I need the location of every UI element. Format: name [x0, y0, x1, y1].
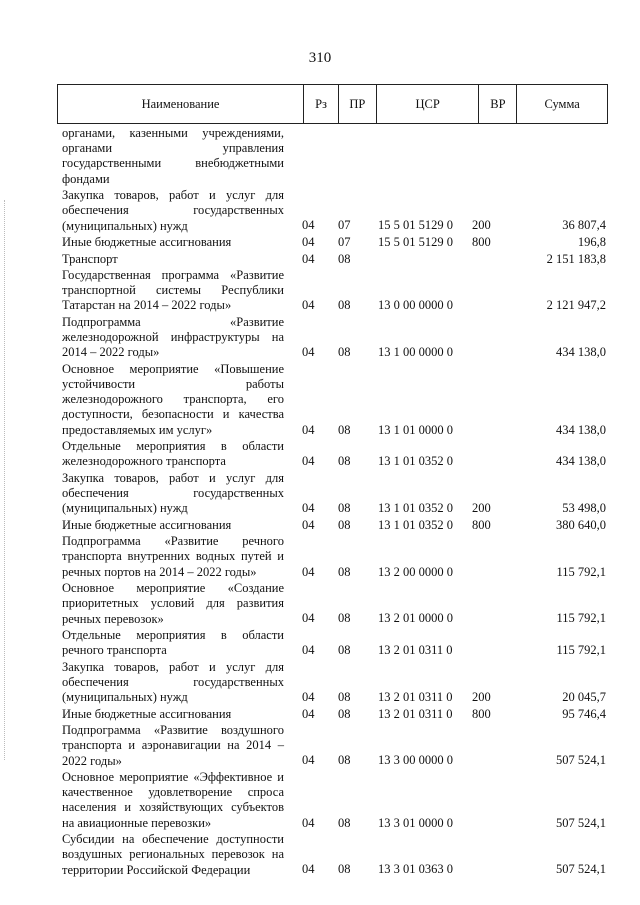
row-name-line: обеспечения государственных: [62, 674, 284, 689]
row-name-line: транспорта внутренних водных путей и: [62, 549, 284, 564]
row-name-line: фондами: [62, 171, 110, 186]
row-pr: 08: [338, 611, 351, 626]
row-name: [62, 660, 284, 706]
row-pr: 08: [338, 345, 351, 360]
row-name-line: железнодорожного транспорта, его: [62, 392, 284, 407]
row-name-line: Транспорт: [62, 251, 118, 266]
row-sum: 434 138,0: [556, 422, 606, 437]
row-rz: 04: [302, 862, 315, 877]
row-name-line: Иные бюджетные ассигнования: [62, 235, 232, 249]
row-rz: 04: [302, 706, 315, 721]
row-name-line: доступности, безопасности и качества: [62, 407, 284, 422]
row-rz: 04: [302, 643, 315, 658]
row-name: [62, 832, 284, 878]
row-csr: 13 2 01 0311 0: [378, 706, 453, 721]
row-vr: 800: [472, 706, 491, 721]
row-name-line: железнодорожного транспорта: [62, 454, 226, 469]
row-name-line: Отдельные мероприятия в области: [62, 439, 284, 454]
row-rz: 04: [302, 501, 315, 516]
row-sum: 434 138,0: [556, 345, 606, 360]
row-name-line: Отдельные мероприятия в области: [62, 628, 284, 642]
row-name-line: Подпрограмма «Развитие воздушного: [62, 723, 284, 738]
header-csr: ЦСР: [377, 85, 480, 123]
row-vr: 800: [472, 517, 491, 532]
row-name: [62, 188, 284, 234]
row-name: [62, 315, 284, 361]
row-name: [62, 723, 284, 769]
row-name-line: предоставляемых им услуг»: [62, 422, 213, 437]
row-name-line: устойчивости работы: [62, 377, 284, 391]
row-name-line: качественное удовлетворение спроса: [62, 785, 284, 800]
row-name-line: (муниципальных) нужд: [62, 690, 188, 705]
row-csr: 13 1 01 0352 0: [378, 501, 453, 516]
row-name: [62, 707, 284, 722]
row-name-line: государственными внебюджетными: [62, 156, 284, 171]
header-vr: ВР: [479, 85, 517, 123]
row-sum: 507 524,1: [556, 815, 606, 830]
row-pr: 08: [338, 706, 351, 721]
row-name-line: воздушных региональных перевозок на: [62, 847, 284, 862]
row-pr: 08: [338, 643, 351, 658]
row-name: [62, 235, 284, 250]
row-name-line: Татарстан на 2014 – 2022 годы»: [62, 298, 232, 313]
row-name: [62, 628, 284, 658]
row-vr: 200: [472, 218, 491, 233]
row-rz: 04: [302, 235, 315, 249]
row-csr: 15 5 01 5129 0: [378, 235, 453, 249]
row-rz: 04: [302, 218, 315, 233]
row-csr: 13 1 01 0352 0: [378, 454, 453, 469]
margin-dots: [4, 200, 7, 760]
header-sum: Сумма: [544, 96, 580, 111]
row-pr: 08: [338, 690, 351, 705]
row-name: [62, 534, 284, 580]
row-rz: 04: [302, 517, 315, 532]
row-pr: 08: [338, 862, 351, 877]
row-pr: 08: [338, 501, 351, 516]
header-pr: ПР: [339, 85, 377, 123]
row-rz: 04: [302, 690, 315, 705]
row-name-line: Основное мероприятие «Эффективное и: [62, 770, 284, 784]
row-name-line: речных перевозок»: [62, 611, 164, 626]
row-name-line: Иные бюджетные ассигнования: [62, 706, 232, 721]
row-name-line: Закупка товаров, работ и услуг для: [62, 188, 284, 203]
row-rz: 04: [302, 564, 315, 579]
row-name-line: обеспечения государственных: [62, 203, 284, 218]
row-pr: 08: [338, 454, 351, 469]
row-name-line: приоритетных условий для развития: [62, 596, 284, 611]
row-sum: 507 524,1: [556, 753, 606, 768]
row-sum: 95 746,4: [562, 706, 606, 721]
row-name: [62, 439, 284, 469]
page-number: 310: [308, 50, 332, 66]
row-pr: 07: [338, 235, 351, 249]
row-name-line: (муниципальных) нужд: [62, 218, 188, 233]
row-name-line: территории Российской Федерации: [62, 862, 251, 877]
row-sum: 434 138,0: [556, 454, 606, 469]
row-csr: 13 3 01 0363 0: [378, 862, 453, 877]
row-csr: 13 1 00 0000 0: [378, 345, 453, 360]
row-rz: 04: [302, 298, 315, 313]
row-csr: 13 1 01 0352 0: [378, 517, 453, 532]
row-pr: 08: [338, 517, 351, 532]
row-name-line: 2014 – 2022 годы»: [62, 345, 160, 360]
row-sum: 507 524,1: [556, 862, 606, 877]
row-name-line: транспорта и аэронавигации на 2014 –: [62, 738, 284, 753]
row-rz: 04: [302, 454, 315, 469]
row-pr: 08: [338, 753, 351, 768]
row-name-line: Иные бюджетные ассигнования: [62, 517, 232, 532]
row-rz: 04: [302, 611, 315, 626]
row-name: [62, 770, 284, 831]
row-pr: 08: [338, 251, 351, 266]
row-name-line: (муниципальных) нужд: [62, 501, 188, 516]
row-csr: 13 3 00 0000 0: [378, 753, 453, 768]
row-name-line: органами, казенными учреждениями,: [62, 126, 284, 140]
row-sum: 115 792,1: [556, 564, 606, 579]
row-name-line: речного транспорта: [62, 643, 167, 658]
row-vr: 200: [472, 501, 491, 516]
row-name: [62, 518, 284, 533]
row-vr: 200: [472, 690, 491, 705]
row-pr: 07: [338, 218, 351, 233]
row-sum: 115 792,1: [556, 611, 606, 626]
row-name-line: 2022 годы»: [62, 753, 122, 768]
row-name: [62, 126, 284, 187]
row-pr: 08: [338, 298, 351, 313]
table-header: [57, 84, 608, 124]
row-csr: 13 1 01 0000 0: [378, 422, 453, 437]
row-sum: 53 498,0: [562, 501, 606, 516]
row-sum: 115 792,1: [556, 643, 606, 658]
row-sum: 2 121 947,2: [546, 298, 606, 313]
header-rz: Рз: [304, 85, 339, 123]
row-name-line: органами управления: [62, 141, 284, 156]
row-pr: 08: [338, 422, 351, 437]
row-csr: 13 2 01 0311 0: [378, 690, 453, 705]
row-sum: 20 045,7: [562, 690, 606, 705]
row-name-line: железнодорожной инфраструктуры на: [62, 330, 284, 345]
row-rz: 04: [302, 345, 315, 360]
row-csr: 13 2 01 0000 0: [378, 611, 453, 626]
row-rz: 04: [302, 753, 315, 768]
row-rz: 04: [302, 815, 315, 830]
row-name-line: Закупка товаров, работ и услуг для: [62, 659, 284, 674]
row-pr: 08: [338, 564, 351, 579]
row-csr: 13 3 01 0000 0: [378, 815, 453, 830]
row-name-line: населения и хозяйствующих субъектов: [62, 800, 284, 815]
row-name-line: транспортной системы Республики: [62, 283, 284, 298]
row-name: [62, 268, 284, 314]
row-rz: 04: [302, 251, 315, 266]
row-rz: 04: [302, 422, 315, 437]
row-name-line: речных портов на 2014 – 2022 годы»: [62, 564, 257, 579]
row-csr: 15 5 01 5129 0: [378, 218, 453, 233]
row-sum: 2 151 183,8: [546, 251, 606, 266]
row-vr: 800: [472, 235, 491, 249]
row-name-line: Основное мероприятие «Повышение: [62, 361, 284, 376]
row-name-line: Государственная программа «Развитие: [62, 268, 284, 282]
row-csr: 13 2 01 0311 0: [378, 643, 453, 658]
header-name: Наименование: [58, 85, 304, 123]
row-name-line: Основное мероприятие «Создание: [62, 581, 284, 596]
row-sum: 36 807,4: [562, 218, 606, 233]
row-csr: 13 2 00 0000 0: [378, 564, 453, 579]
row-name-line: Подпрограмма «Развитие: [62, 314, 284, 329]
row-name: [62, 362, 284, 438]
row-name-line: Подпрограмма «Развитие речного: [62, 534, 284, 549]
row-sum: 196,8: [577, 235, 606, 249]
row-name: [62, 252, 284, 267]
row-pr: 08: [338, 815, 351, 830]
row-name: [62, 471, 284, 517]
row-name-line: на авиационные перевозки»: [62, 815, 212, 830]
row-csr: 13 0 00 0000 0: [378, 298, 453, 313]
row-sum: 380 640,0: [556, 517, 606, 532]
row-name: [62, 581, 284, 627]
row-name-line: Закупка товаров, работ и услуг для: [62, 470, 284, 485]
row-name-line: Субсидии на обеспечение доступности: [62, 832, 284, 847]
row-name-line: обеспечения государственных: [62, 486, 284, 500]
